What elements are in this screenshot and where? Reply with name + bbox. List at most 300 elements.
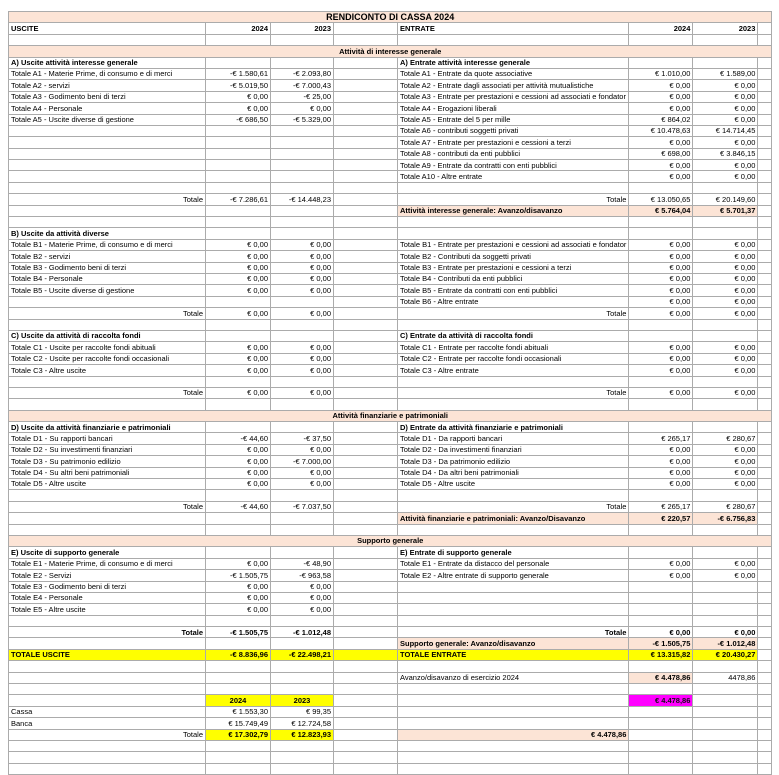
cell (334, 684, 398, 695)
cell: € 0,00 (271, 444, 334, 455)
cell (271, 296, 334, 307)
cell (271, 399, 334, 410)
cell: Totale C1 - Entrate per raccolte fondi abituali (398, 342, 629, 353)
cell: € 0,00 (629, 627, 693, 638)
cell: € 0,00 (271, 273, 334, 284)
cell: € 0,00 (629, 239, 693, 250)
cell: -€ 7.037,50 (271, 501, 334, 512)
cell (334, 137, 398, 148)
cell: Totale A4 - Erogazioni liberali (398, 103, 629, 114)
cell: € 0,00 (206, 558, 271, 569)
cell: Totale (398, 308, 629, 319)
cell: € 20.149,60 (693, 194, 758, 205)
cell (398, 592, 629, 603)
cell: Totale B3 - Entrate per prestazioni e cessioni a terzi (398, 262, 629, 273)
cell: € 0,00 (693, 558, 758, 569)
cell: € 0,00 (629, 570, 693, 581)
cell (693, 182, 758, 193)
table-row (9, 422, 772, 433)
cell (629, 706, 693, 717)
cell (206, 171, 271, 182)
cell: € 0,00 (693, 285, 758, 296)
cell: Totale B4 - Contributi da enti pubblici (398, 273, 629, 284)
cell: 2023 (271, 695, 334, 706)
cell (334, 672, 398, 683)
cell (271, 160, 334, 171)
cell: Attività di interesse generale (9, 46, 772, 57)
cell: D) Uscite da attività finanziarie e patrimoniali (9, 422, 206, 433)
cell (758, 353, 772, 364)
cell: € 0,00 (693, 308, 758, 319)
cell (758, 330, 772, 341)
cell: € 0,00 (693, 239, 758, 250)
cell (271, 661, 334, 672)
table-row (9, 570, 772, 581)
cell (334, 467, 398, 478)
cell (334, 91, 398, 102)
cell: Totale (9, 387, 206, 398)
cell: € 13.050,65 (629, 194, 693, 205)
cell (758, 570, 772, 581)
cell: Totale A3 - Entrate per prestazioni e cessioni ad associati e fondator (398, 91, 629, 102)
cell (271, 34, 334, 45)
cell: Totale D4 - Su altri beni patrimoniali (9, 467, 206, 478)
cell: € 0,00 (206, 91, 271, 102)
cell: -€ 5.329,00 (271, 114, 334, 125)
cell: A) Uscite attività interesse generale (9, 57, 206, 68)
cell: € 0,00 (206, 365, 271, 376)
table-row (9, 729, 772, 740)
cell (398, 741, 629, 752)
table-row (9, 706, 772, 717)
cell (758, 262, 772, 273)
cell (334, 171, 398, 182)
cell (334, 319, 398, 330)
cell (334, 34, 398, 45)
cell (334, 581, 398, 592)
cell: € 0,00 (629, 467, 693, 478)
cell: € 3.846,15 (693, 148, 758, 159)
cell (758, 342, 772, 353)
cell (9, 661, 206, 672)
cell (758, 741, 772, 752)
cell: € 280,67 (693, 501, 758, 512)
cell (206, 205, 271, 216)
cell: € 17.302,79 (206, 729, 271, 740)
cell (758, 68, 772, 79)
table-row (9, 718, 772, 729)
cell: Totale C2 - Uscite per raccolte fondi occasionali (9, 353, 206, 364)
cell (334, 444, 398, 455)
cell (271, 205, 334, 216)
cell: Totale A3 - Godimento beni di terzi (9, 91, 206, 102)
cell (271, 182, 334, 193)
cell (334, 729, 398, 740)
cell (758, 251, 772, 262)
cell (693, 581, 758, 592)
table-row (9, 513, 772, 524)
cell: € 0,00 (693, 114, 758, 125)
cell (758, 205, 772, 216)
cell: -€ 6.756,83 (693, 513, 758, 524)
cell: 2024 (206, 695, 271, 706)
cell: -€ 1.012,48 (693, 638, 758, 649)
cell (398, 34, 629, 45)
cell: € 0,00 (693, 627, 758, 638)
cell: -€ 686,50 (206, 114, 271, 125)
cell: € 0,00 (206, 273, 271, 284)
cell (398, 661, 629, 672)
cell (206, 160, 271, 171)
cell (758, 125, 772, 136)
cell (334, 194, 398, 205)
cell: Totale (398, 501, 629, 512)
cell: € 698,00 (629, 148, 693, 159)
cell: € 0,00 (271, 479, 334, 490)
cell: Totale D5 - Altre uscite (9, 479, 206, 490)
cell: € 0,00 (206, 592, 271, 603)
table-row (9, 376, 772, 387)
cell: -€ 963,58 (271, 570, 334, 581)
cell (758, 547, 772, 558)
cell (629, 330, 693, 341)
cell (693, 763, 758, 774)
cell: € 0,00 (206, 353, 271, 364)
cell (629, 524, 693, 535)
cell (398, 581, 629, 592)
cell: Attività finanziarie e patrimoniali: Avanzo/Disavanzo (398, 513, 629, 524)
cell (334, 387, 398, 398)
cell (206, 752, 271, 763)
table-row (9, 46, 772, 57)
cell: € 0,00 (206, 479, 271, 490)
cell: € 280,67 (693, 433, 758, 444)
cell: Totale E1 - Entrate da distacco del personale (398, 558, 629, 569)
cell: Totale B3 - Godimento beni di terzi (9, 262, 206, 273)
cell: C) Uscite da attività di raccolta fondi (9, 330, 206, 341)
cell (693, 217, 758, 228)
cell (758, 752, 772, 763)
cell (758, 558, 772, 569)
cell (758, 171, 772, 182)
cell: € 0,00 (629, 353, 693, 364)
cell (334, 604, 398, 615)
cell: Totale E5 - Altre uscite (9, 604, 206, 615)
cell (271, 137, 334, 148)
cell: € 0,00 (206, 285, 271, 296)
cell (271, 228, 334, 239)
cell (334, 752, 398, 763)
cell: € 0,00 (271, 251, 334, 262)
cell (334, 501, 398, 512)
cell (206, 615, 271, 626)
cell (693, 319, 758, 330)
cell (9, 137, 206, 148)
cell (398, 604, 629, 615)
cell (693, 524, 758, 535)
cell: Totale E4 - Personale (9, 592, 206, 603)
cell (629, 729, 693, 740)
cell (758, 273, 772, 284)
cell: € 0,00 (629, 273, 693, 284)
cell (206, 182, 271, 193)
cell: -€ 37,50 (271, 433, 334, 444)
cell (206, 330, 271, 341)
cell: 2023 (693, 23, 758, 34)
cell (206, 547, 271, 558)
cell: € 0,00 (271, 262, 334, 273)
cell: Totale A9 - Entrate da contratti con enti pubblici (398, 160, 629, 171)
cell (758, 695, 772, 706)
cell: -€ 2.093,80 (271, 68, 334, 79)
cell (629, 34, 693, 45)
cell: € 265,17 (629, 433, 693, 444)
cell: € 0,00 (206, 456, 271, 467)
cell (758, 513, 772, 524)
cell (758, 672, 772, 683)
cell: A) Entrate attività interesse generale (398, 57, 629, 68)
cell (206, 763, 271, 774)
cell: € 0,00 (629, 365, 693, 376)
cell: 2024 (629, 23, 693, 34)
cell: Totale A8 - contributi da enti pubblici (398, 148, 629, 159)
cell: € 0,00 (693, 387, 758, 398)
cell (9, 125, 206, 136)
cell (334, 262, 398, 273)
cell: € 0,00 (206, 604, 271, 615)
cell (9, 182, 206, 193)
cell (206, 490, 271, 501)
cell (398, 182, 629, 193)
table-row (9, 228, 772, 239)
cell (398, 524, 629, 535)
cell: B) Uscite da attività diverse (9, 228, 206, 239)
cell: -€ 7.000,00 (271, 456, 334, 467)
cell: Totale B2 - servizi (9, 251, 206, 262)
cell: € 0,00 (629, 103, 693, 114)
cell: € 0,00 (206, 342, 271, 353)
cell: € 0,00 (271, 387, 334, 398)
cell: € 0,00 (271, 103, 334, 114)
cell (758, 308, 772, 319)
table-row (9, 456, 772, 467)
cell (334, 718, 398, 729)
cell: € 0,00 (206, 103, 271, 114)
cell: € 0,00 (629, 479, 693, 490)
cell (398, 319, 629, 330)
cell: € 0,00 (629, 160, 693, 171)
cell (758, 114, 772, 125)
cell (334, 365, 398, 376)
cell (9, 217, 206, 228)
cell: Totale A2 - Entrate dagli associati per attività mutualistiche (398, 80, 629, 91)
cell (206, 661, 271, 672)
cell (693, 330, 758, 341)
table-row (9, 171, 772, 182)
cell: Attività interesse generale: Avanzo/disavanzo (398, 205, 629, 216)
cell: Totale (9, 627, 206, 638)
cell (758, 319, 772, 330)
cell: E) Uscite di supporto generale (9, 547, 206, 558)
table-row (9, 23, 772, 34)
cell (9, 615, 206, 626)
table-row (9, 627, 772, 638)
cell (334, 399, 398, 410)
cell (9, 34, 206, 45)
cell (334, 558, 398, 569)
cell: € 0,00 (206, 262, 271, 273)
cell (206, 684, 271, 695)
cell (758, 387, 772, 398)
table-row (9, 558, 772, 569)
cell: € 5.764,04 (629, 205, 693, 216)
table-row (9, 285, 772, 296)
cell: € 0,00 (271, 581, 334, 592)
cell (271, 638, 334, 649)
cell (693, 615, 758, 626)
cell (206, 34, 271, 45)
cell: € 5.701,37 (693, 205, 758, 216)
cell: € 12.724,58 (271, 718, 334, 729)
cell (206, 422, 271, 433)
cell (206, 399, 271, 410)
cell (334, 627, 398, 638)
cell (629, 376, 693, 387)
cell (693, 752, 758, 763)
table-row (9, 57, 772, 68)
table-row (9, 68, 772, 79)
cell (334, 217, 398, 228)
cell: Totale D2 - Da investimenti finanziari (398, 444, 629, 455)
cell: -€ 44,60 (206, 501, 271, 512)
cell (271, 57, 334, 68)
cell: Totale A4 - Personale (9, 103, 206, 114)
cell: -€ 1.505,75 (629, 638, 693, 649)
cell (758, 399, 772, 410)
cell: Avanzo/disavanzo di esercizio 2024 (398, 672, 629, 683)
cell: Totale A5 - Uscite diverse di gestione (9, 114, 206, 125)
cell (758, 217, 772, 228)
cell: € 0,00 (206, 581, 271, 592)
cell: ENTRATE (398, 23, 629, 34)
cell (9, 296, 206, 307)
cell: € 99,35 (271, 706, 334, 717)
cell: Totale D1 - Su rapporti bancari (9, 433, 206, 444)
cell: € 0,00 (271, 285, 334, 296)
cell (9, 672, 206, 683)
cell (758, 376, 772, 387)
cell: -€ 1.505,75 (206, 627, 271, 638)
cell (9, 205, 206, 216)
table-row (9, 752, 772, 763)
cell (758, 638, 772, 649)
cell (629, 319, 693, 330)
cell: Totale E3 - Godimento beni di terzi (9, 581, 206, 592)
cell (334, 456, 398, 467)
cell: -€ 5.019,50 (206, 80, 271, 91)
cell (206, 376, 271, 387)
table-row (9, 148, 772, 159)
cell (758, 228, 772, 239)
cell: Supporto generale (9, 535, 772, 546)
cell: € 0,00 (629, 296, 693, 307)
cell (629, 718, 693, 729)
cell (206, 524, 271, 535)
table-row (9, 12, 772, 23)
cell: Totale C1 - Uscite per raccolte fondi abituali (9, 342, 206, 353)
cell: -€ 7.000,43 (271, 80, 334, 91)
table-row (9, 91, 772, 102)
cell: -€ 22.498,21 (271, 649, 334, 660)
cell (271, 763, 334, 774)
table-row (9, 365, 772, 376)
cell (758, 649, 772, 660)
cell: € 0,00 (629, 456, 693, 467)
cell (693, 399, 758, 410)
cell (334, 615, 398, 626)
cell: € 0,00 (271, 308, 334, 319)
cell (9, 399, 206, 410)
cell (271, 319, 334, 330)
cell (629, 604, 693, 615)
cell: Totale A7 - Entrate per prestazioni e cessioni a terzi (398, 137, 629, 148)
cell: € 0,00 (693, 570, 758, 581)
table-row (9, 342, 772, 353)
cell (758, 490, 772, 501)
cell: Totale (9, 501, 206, 512)
table-row (9, 547, 772, 558)
cell: € 4.478,86 (629, 672, 693, 683)
cell (9, 160, 206, 171)
cell (693, 547, 758, 558)
cell (629, 182, 693, 193)
cell: Totale C2 - Entrate per raccolte fondi occasionali (398, 353, 629, 364)
cell (398, 217, 629, 228)
cell: € 0,00 (693, 251, 758, 262)
cell: € 0,00 (693, 353, 758, 364)
cell: Totale (398, 194, 629, 205)
table-row (9, 581, 772, 592)
table-row (9, 182, 772, 193)
cell (629, 217, 693, 228)
cell (9, 741, 206, 752)
cell: € 864,02 (629, 114, 693, 125)
cell (271, 513, 334, 524)
table-row (9, 353, 772, 364)
cell: C) Entrate da attività di raccolta fondi (398, 330, 629, 341)
cell (629, 661, 693, 672)
cell: € 0,00 (693, 444, 758, 455)
cell: € 0,00 (271, 604, 334, 615)
cell (758, 285, 772, 296)
table-row (9, 114, 772, 125)
table-row (9, 125, 772, 136)
cell (629, 490, 693, 501)
cell (629, 422, 693, 433)
cell (334, 649, 398, 660)
cell: Totale B4 - Personale (9, 273, 206, 284)
table-row (9, 273, 772, 284)
cell (758, 239, 772, 250)
cell (758, 479, 772, 490)
cell (629, 763, 693, 774)
cell: € 0,00 (693, 365, 758, 376)
cell: RENDICONTO DI CASSA 2024 (9, 12, 772, 23)
cell (629, 592, 693, 603)
cell: € 0,00 (206, 387, 271, 398)
cell (206, 125, 271, 136)
cell: Attività finanziarie e patrimoniali (9, 410, 772, 421)
